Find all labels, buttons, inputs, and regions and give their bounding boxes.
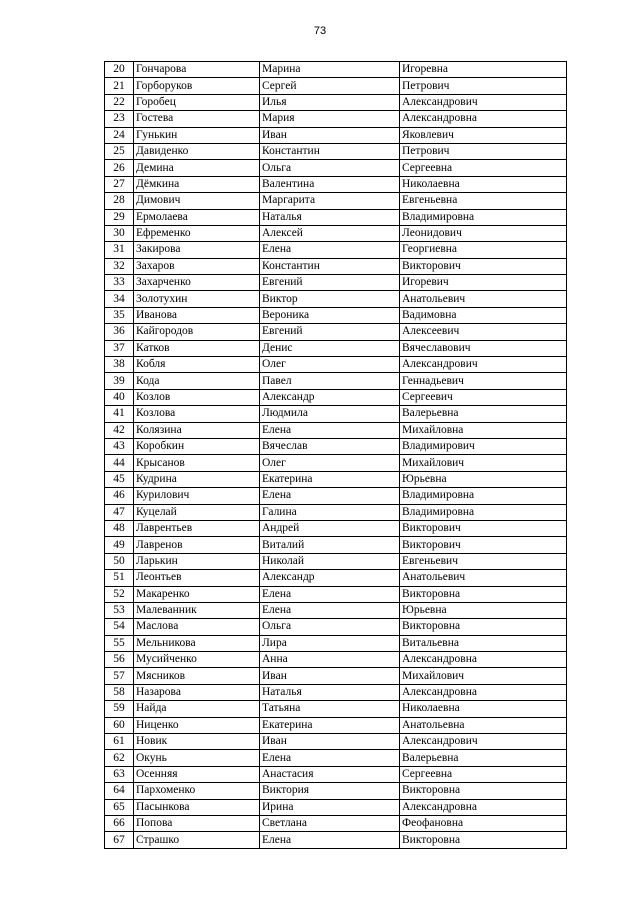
row-number-cell: 31 — [105, 242, 134, 258]
table-row — [105, 652, 567, 668]
first-name-cell: Ирина — [260, 799, 400, 815]
last-name-cell: Мельникова — [134, 635, 260, 651]
table-row — [105, 193, 567, 209]
patronymic-cell: Юрьевна — [400, 602, 567, 618]
last-name-cell: Макаренко — [134, 586, 260, 602]
last-name-cell: Захарченко — [134, 275, 260, 291]
last-name-cell: Попова — [134, 815, 260, 831]
name-list-body — [105, 62, 567, 849]
table-row — [105, 225, 567, 241]
first-name-cell: Сергей — [260, 78, 400, 94]
first-name-cell: Олег — [260, 357, 400, 373]
row-number-cell: 40 — [105, 389, 134, 405]
table-row — [105, 586, 567, 602]
patronymic-cell: Игоревич — [400, 275, 567, 291]
row-number-cell: 43 — [105, 438, 134, 454]
first-name-cell: Елена — [260, 750, 400, 766]
last-name-cell: Кода — [134, 373, 260, 389]
row-number-cell: 23 — [105, 111, 134, 127]
patronymic-cell: Леонидович — [400, 225, 567, 241]
first-name-cell: Ольга — [260, 619, 400, 635]
first-name-cell: Анна — [260, 652, 400, 668]
row-number-cell: 32 — [105, 258, 134, 274]
first-name-cell: Маргарита — [260, 193, 400, 209]
first-name-cell: Вячеслав — [260, 438, 400, 454]
first-name-cell: Иван — [260, 127, 400, 143]
patronymic-cell: Владимировна — [400, 504, 567, 520]
patronymic-cell: Александрович — [400, 734, 567, 750]
table-row — [105, 783, 567, 799]
last-name-cell: Курилович — [134, 488, 260, 504]
row-number-cell: 44 — [105, 455, 134, 471]
table-row — [105, 570, 567, 586]
first-name-cell: Галина — [260, 504, 400, 520]
table-row — [105, 357, 567, 373]
last-name-cell: Ефременко — [134, 225, 260, 241]
last-name-cell: Кайгородов — [134, 324, 260, 340]
table-row — [105, 701, 567, 717]
row-number-cell: 26 — [105, 160, 134, 176]
first-name-cell: Ольга — [260, 160, 400, 176]
last-name-cell: Катков — [134, 340, 260, 356]
row-number-cell: 45 — [105, 471, 134, 487]
first-name-cell: Виталий — [260, 537, 400, 553]
name-list-table — [104, 61, 567, 849]
first-name-cell: Евгений — [260, 324, 400, 340]
table-row — [105, 734, 567, 750]
first-name-cell: Светлана — [260, 815, 400, 831]
patronymic-cell: Михайлович — [400, 455, 567, 471]
row-number-cell: 25 — [105, 143, 134, 159]
row-number-cell: 42 — [105, 422, 134, 438]
table-row — [105, 143, 567, 159]
row-number-cell: 21 — [105, 78, 134, 94]
row-number-cell: 28 — [105, 193, 134, 209]
row-number-cell: 55 — [105, 635, 134, 651]
first-name-cell: Елена — [260, 488, 400, 504]
patronymic-cell: Александровна — [400, 652, 567, 668]
last-name-cell: Лаврентьев — [134, 520, 260, 536]
row-number-cell: 33 — [105, 275, 134, 291]
patronymic-cell: Александровна — [400, 111, 567, 127]
row-number-cell: 62 — [105, 750, 134, 766]
first-name-cell: Марина — [260, 62, 400, 78]
row-number-cell: 59 — [105, 701, 134, 717]
patronymic-cell: Петрович — [400, 143, 567, 159]
row-number-cell: 49 — [105, 537, 134, 553]
first-name-cell: Мария — [260, 111, 400, 127]
table-row — [105, 471, 567, 487]
row-number-cell: 51 — [105, 570, 134, 586]
row-number-cell: 57 — [105, 668, 134, 684]
table-row — [105, 815, 567, 831]
patronymic-cell: Евгеньевич — [400, 553, 567, 569]
patronymic-cell: Витальевна — [400, 635, 567, 651]
patronymic-cell: Викторович — [400, 520, 567, 536]
table-row — [105, 389, 567, 405]
patronymic-cell: Михайлович — [400, 668, 567, 684]
table-row — [105, 766, 567, 782]
patronymic-cell: Георгиевна — [400, 242, 567, 258]
table-row — [105, 422, 567, 438]
row-number-cell: 52 — [105, 586, 134, 602]
table-row — [105, 275, 567, 291]
first-name-cell: Николай — [260, 553, 400, 569]
patronymic-cell: Сергеевна — [400, 160, 567, 176]
patronymic-cell: Викторович — [400, 258, 567, 274]
patronymic-cell: Петрович — [400, 78, 567, 94]
table-row — [105, 619, 567, 635]
table-row — [105, 553, 567, 569]
first-name-cell: Елена — [260, 832, 400, 848]
first-name-cell: Олег — [260, 455, 400, 471]
first-name-cell: Татьяна — [260, 701, 400, 717]
row-number-cell: 66 — [105, 815, 134, 831]
table-row — [105, 455, 567, 471]
table-row — [105, 258, 567, 274]
first-name-cell: Наталья — [260, 209, 400, 225]
last-name-cell: Кобля — [134, 357, 260, 373]
patronymic-cell: Александровна — [400, 684, 567, 700]
first-name-cell: Виктория — [260, 783, 400, 799]
row-number-cell: 41 — [105, 406, 134, 422]
first-name-cell: Виктор — [260, 291, 400, 307]
first-name-cell: Екатерина — [260, 471, 400, 487]
last-name-cell: Малеванник — [134, 602, 260, 618]
row-number-cell: 53 — [105, 602, 134, 618]
first-name-cell: Илья — [260, 94, 400, 110]
patronymic-cell: Вячеславович — [400, 340, 567, 356]
patronymic-cell: Алексеевич — [400, 324, 567, 340]
last-name-cell: Гунькин — [134, 127, 260, 143]
table-row — [105, 504, 567, 520]
table-row — [105, 520, 567, 536]
last-name-cell: Куцелай — [134, 504, 260, 520]
row-number-cell: 29 — [105, 209, 134, 225]
first-name-cell: Вероника — [260, 307, 400, 323]
first-name-cell: Алексей — [260, 225, 400, 241]
last-name-cell: Горобец — [134, 94, 260, 110]
last-name-cell: Страшко — [134, 832, 260, 848]
row-number-cell: 27 — [105, 176, 134, 192]
table-row — [105, 406, 567, 422]
table-row — [105, 832, 567, 848]
row-number-cell: 39 — [105, 373, 134, 389]
first-name-cell: Лира — [260, 635, 400, 651]
patronymic-cell: Викторовна — [400, 619, 567, 635]
patronymic-cell: Александровна — [400, 799, 567, 815]
row-number-cell: 37 — [105, 340, 134, 356]
first-name-cell: Людмила — [260, 406, 400, 422]
last-name-cell: Закирова — [134, 242, 260, 258]
last-name-cell: Колязина — [134, 422, 260, 438]
patronymic-cell: Викторовна — [400, 783, 567, 799]
row-number-cell: 54 — [105, 619, 134, 635]
last-name-cell: Иванова — [134, 307, 260, 323]
table-row — [105, 799, 567, 815]
row-number-cell: 60 — [105, 717, 134, 733]
first-name-cell: Екатерина — [260, 717, 400, 733]
last-name-cell: Коробкин — [134, 438, 260, 454]
last-name-cell: Кудрина — [134, 471, 260, 487]
patronymic-cell: Сергеевич — [400, 389, 567, 405]
patronymic-cell: Владимировна — [400, 488, 567, 504]
patronymic-cell: Александрович — [400, 357, 567, 373]
first-name-cell: Евгений — [260, 275, 400, 291]
first-name-cell: Елена — [260, 422, 400, 438]
table-row — [105, 307, 567, 323]
patronymic-cell: Владимировна — [400, 209, 567, 225]
last-name-cell: Окунь — [134, 750, 260, 766]
last-name-cell: Новик — [134, 734, 260, 750]
last-name-cell: Пархоменко — [134, 783, 260, 799]
patronymic-cell: Николаевна — [400, 176, 567, 192]
patronymic-cell: Валерьевна — [400, 406, 567, 422]
patronymic-cell: Юрьевна — [400, 471, 567, 487]
table-row — [105, 160, 567, 176]
last-name-cell: Маслова — [134, 619, 260, 635]
patronymic-cell: Игоревна — [400, 62, 567, 78]
table-row — [105, 488, 567, 504]
row-number-cell: 20 — [105, 62, 134, 78]
table-row — [105, 684, 567, 700]
patronymic-cell: Владимирович — [400, 438, 567, 454]
row-number-cell: 63 — [105, 766, 134, 782]
first-name-cell: Иван — [260, 734, 400, 750]
table-row — [105, 717, 567, 733]
patronymic-cell: Викторовна — [400, 586, 567, 602]
first-name-cell: Александр — [260, 389, 400, 405]
last-name-cell: Пасынкова — [134, 799, 260, 815]
patronymic-cell: Анатольевич — [400, 570, 567, 586]
last-name-cell: Гончарова — [134, 62, 260, 78]
table-row — [105, 602, 567, 618]
first-name-cell: Елена — [260, 602, 400, 618]
table-row — [105, 668, 567, 684]
last-name-cell: Демина — [134, 160, 260, 176]
table-row — [105, 635, 567, 651]
last-name-cell: Ниценко — [134, 717, 260, 733]
row-number-cell: 56 — [105, 652, 134, 668]
row-number-cell: 67 — [105, 832, 134, 848]
last-name-cell: Найда — [134, 701, 260, 717]
table-row — [105, 111, 567, 127]
first-name-cell: Елена — [260, 586, 400, 602]
last-name-cell: Ермолаева — [134, 209, 260, 225]
patronymic-cell: Сергеевна — [400, 766, 567, 782]
row-number-cell: 50 — [105, 553, 134, 569]
patronymic-cell: Феофановна — [400, 815, 567, 831]
row-number-cell: 38 — [105, 357, 134, 373]
patronymic-cell: Викторовна — [400, 832, 567, 848]
table-row — [105, 94, 567, 110]
first-name-cell: Иван — [260, 668, 400, 684]
last-name-cell: Козлова — [134, 406, 260, 422]
row-number-cell: 64 — [105, 783, 134, 799]
patronymic-cell: Михайловна — [400, 422, 567, 438]
patronymic-cell: Яковлевич — [400, 127, 567, 143]
table-row — [105, 78, 567, 94]
last-name-cell: Лавренов — [134, 537, 260, 553]
patronymic-cell: Анатольевич — [400, 291, 567, 307]
row-number-cell: 24 — [105, 127, 134, 143]
table-row — [105, 537, 567, 553]
table-row — [105, 373, 567, 389]
row-number-cell: 30 — [105, 225, 134, 241]
patronymic-cell: Анатольевна — [400, 717, 567, 733]
last-name-cell: Крысанов — [134, 455, 260, 471]
table-row — [105, 438, 567, 454]
last-name-cell: Мусийченко — [134, 652, 260, 668]
patronymic-cell: Валерьевна — [400, 750, 567, 766]
row-number-cell: 58 — [105, 684, 134, 700]
first-name-cell: Андрей — [260, 520, 400, 536]
row-number-cell: 36 — [105, 324, 134, 340]
row-number-cell: 22 — [105, 94, 134, 110]
row-number-cell: 35 — [105, 307, 134, 323]
row-number-cell: 48 — [105, 520, 134, 536]
table-row — [105, 62, 567, 78]
table-row — [105, 209, 567, 225]
last-name-cell: Горборуков — [134, 78, 260, 94]
last-name-cell: Мясников — [134, 668, 260, 684]
first-name-cell: Валентина — [260, 176, 400, 192]
last-name-cell: Дёмкина — [134, 176, 260, 192]
last-name-cell: Ларькин — [134, 553, 260, 569]
first-name-cell: Анастасия — [260, 766, 400, 782]
patronymic-cell: Александрович — [400, 94, 567, 110]
first-name-cell: Константин — [260, 143, 400, 159]
last-name-cell: Осенняя — [134, 766, 260, 782]
table-row — [105, 324, 567, 340]
last-name-cell: Назарова — [134, 684, 260, 700]
first-name-cell: Константин — [260, 258, 400, 274]
last-name-cell: Гостева — [134, 111, 260, 127]
last-name-cell: Захаров — [134, 258, 260, 274]
patronymic-cell: Вадимовна — [400, 307, 567, 323]
last-name-cell: Леонтьев — [134, 570, 260, 586]
patronymic-cell: Евгеньевна — [400, 193, 567, 209]
table-row — [105, 340, 567, 356]
row-number-cell: 47 — [105, 504, 134, 520]
last-name-cell: Димович — [134, 193, 260, 209]
first-name-cell: Денис — [260, 340, 400, 356]
page-number: 73 — [313, 25, 327, 37]
first-name-cell: Александр — [260, 570, 400, 586]
row-number-cell: 34 — [105, 291, 134, 307]
last-name-cell: Давиденко — [134, 143, 260, 159]
table-row — [105, 291, 567, 307]
patronymic-cell: Николаевна — [400, 701, 567, 717]
table-row — [105, 750, 567, 766]
last-name-cell: Козлов — [134, 389, 260, 405]
first-name-cell: Наталья — [260, 684, 400, 700]
last-name-cell: Золотухин — [134, 291, 260, 307]
row-number-cell: 61 — [105, 734, 134, 750]
table-row — [105, 176, 567, 192]
table-row — [105, 127, 567, 143]
row-number-cell: 46 — [105, 488, 134, 504]
patronymic-cell: Викторович — [400, 537, 567, 553]
table-row — [105, 242, 567, 258]
row-number-cell: 65 — [105, 799, 134, 815]
first-name-cell: Павел — [260, 373, 400, 389]
first-name-cell: Елена — [260, 242, 400, 258]
patronymic-cell: Геннадьевич — [400, 373, 567, 389]
